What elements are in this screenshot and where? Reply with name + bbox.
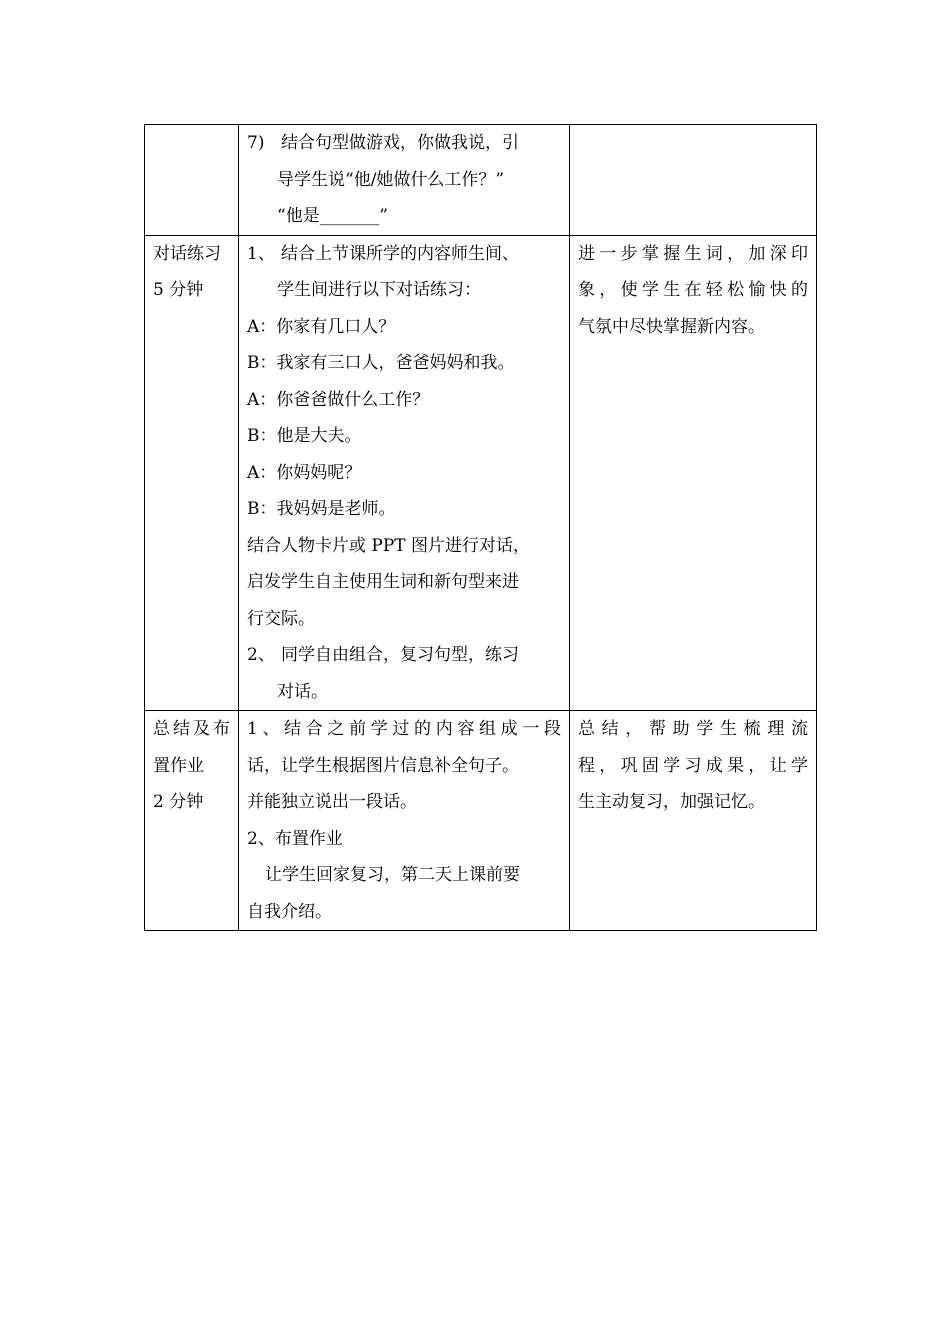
- purpose-line: 气氛中尽快掌握新内容。: [578, 316, 765, 337]
- paragraph-line: 行交际。: [247, 608, 315, 629]
- stage-duration: 5 分钟: [153, 280, 204, 300]
- item-text: 同学自由组合，复习句型，练习: [281, 645, 519, 665]
- stage-cell: [145, 235, 239, 711]
- purpose-line: 总结，帮助学生梳理流: [578, 719, 808, 739]
- purpose-cell: [570, 711, 817, 931]
- dialogue-line: A：你妈妈呢？: [247, 462, 362, 483]
- numbered-item: [247, 125, 561, 162]
- item-number: 1、: [247, 243, 275, 264]
- dialogue-line: B：他是大夫。: [247, 426, 362, 446]
- stage-label: 总结及布: [153, 719, 230, 739]
- purpose-line: 程，巩固学习成果，让学: [578, 755, 808, 776]
- dialogue-line: B：我妈妈是老师。: [247, 499, 396, 519]
- purpose-line: 进一步掌握生词，加深印: [578, 243, 808, 264]
- stage-label: 置作业: [153, 755, 204, 776]
- numbered-item: [247, 236, 561, 273]
- activity-cell: [239, 711, 570, 931]
- stage-cell: [145, 125, 239, 236]
- paragraph-line: 结合人物卡片或 PPT 图片进行对话，: [247, 535, 531, 556]
- paragraph-line: 启发学生自主使用生词和新句型来进: [247, 572, 519, 592]
- item-text: 导学生说“他/她做什么工作？”: [277, 169, 505, 190]
- dialogue-line: A：你家有几口人？: [247, 316, 396, 337]
- item-text: 对话。: [277, 681, 328, 702]
- item-text: 结合上节课所学的内容师生间、: [281, 243, 519, 264]
- purpose-line: 生主动复习，加强记忆。: [578, 792, 765, 812]
- item-number: 2、: [247, 645, 275, 665]
- table-row: [145, 125, 817, 236]
- purpose-cell: [570, 235, 817, 711]
- summary-line: 并能独立说出一段话。: [247, 792, 417, 812]
- summary-line: 1、结合之前学过的内容组成一段: [247, 719, 561, 739]
- homework-line: 自我介绍。: [247, 901, 332, 922]
- homework-line: 让学生回家复习，第二天上课前要: [265, 865, 520, 885]
- item-text: 结合句型做游戏，你做我说，引: [281, 133, 519, 153]
- activity-cell: [239, 125, 570, 236]
- activity-cell: [239, 235, 570, 711]
- item-number: 7): [247, 133, 265, 153]
- item-text: 学生间进行以下对话练习：: [277, 280, 481, 300]
- stage-label: 对话练习: [153, 243, 221, 264]
- purpose-line: 象，使学生在轻松愉快的: [578, 280, 808, 300]
- summary-line: 2、布置作业: [247, 828, 343, 849]
- stage-cell: [145, 711, 239, 931]
- table-row: [145, 235, 817, 711]
- stage-duration: 2 分钟: [153, 792, 204, 812]
- dialogue-line: B：我家有三口人，爸爸妈妈和我。: [247, 353, 515, 373]
- table-row: [145, 711, 817, 931]
- numbered-item: [247, 637, 561, 674]
- item-text: “他是_______”: [277, 206, 388, 226]
- purpose-cell: [570, 125, 817, 236]
- dialogue-line: A：你爸爸做什么工作？: [247, 389, 430, 410]
- summary-line: 话，让学生根据图片信息补全句子。: [247, 755, 519, 776]
- lesson-plan-table: [144, 124, 817, 931]
